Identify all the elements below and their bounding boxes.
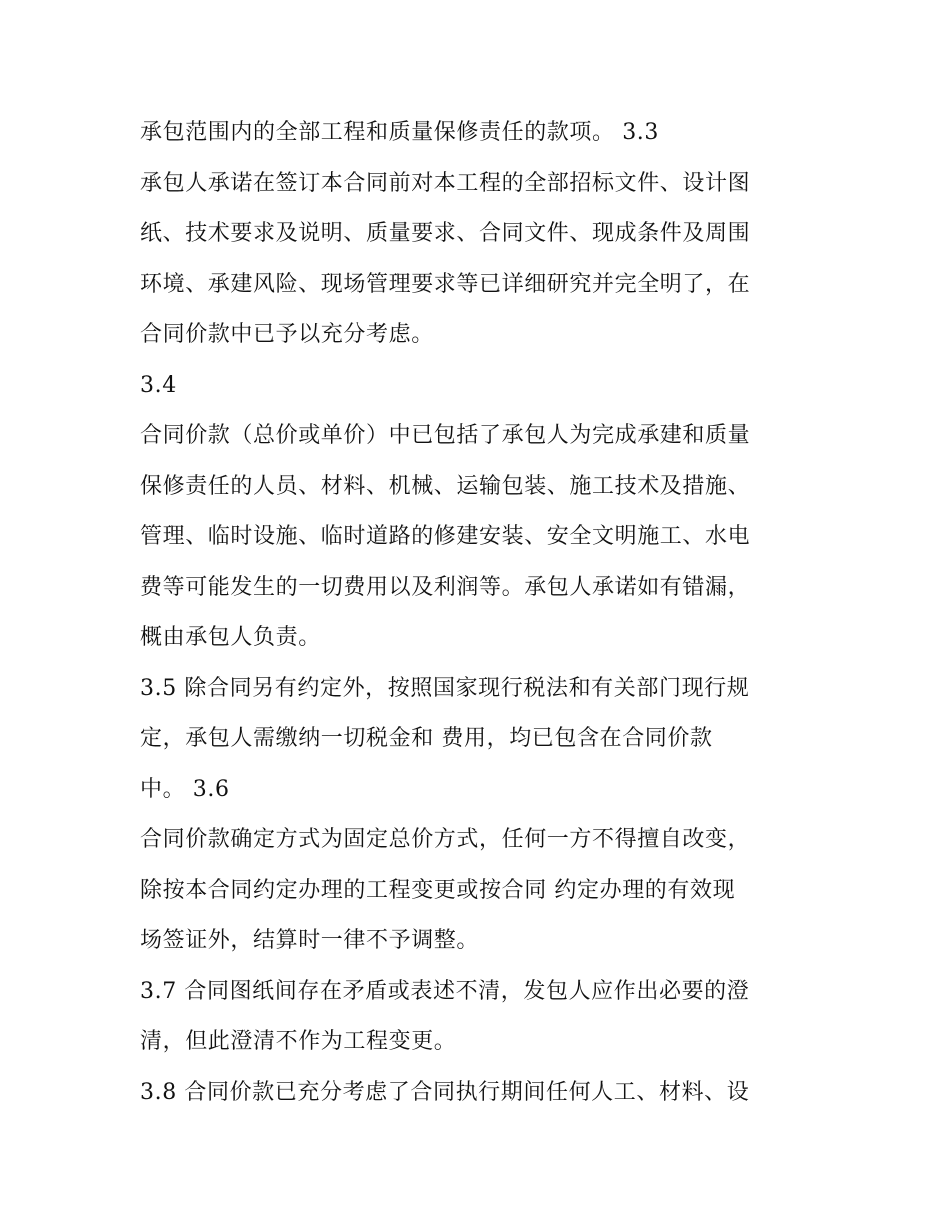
text-line: 合同价款确定方式为固定总价方式，任何一方不得擅自改变，	[140, 827, 751, 852]
text-line: 除按本合同约定办理的工程变更或按合同 约定办理的有效现	[140, 877, 736, 903]
section-number: 3.4	[140, 372, 177, 398]
text-line: 承包人承诺在签订本合同前对本工程的全部招标文件、设计图	[140, 170, 751, 196]
text-line: 3.5 除合同另有约定外，按照国家现行税法和有关部门现行规	[140, 675, 750, 701]
text-line: 中。 3.6	[140, 776, 230, 802]
contract-text-body	[140, 108, 840, 1118]
text-line: 概由承包人负责。	[140, 625, 321, 650]
text-line: 承包范围内的全部工程和质量保修责任的款项。 3.3	[140, 120, 659, 145]
text-line: 费等可能发生的一切费用以及利润等。承包人承诺如有错漏，	[140, 574, 751, 600]
text-line: 保修责任的人员、材料、机械、运输包装、施工技术及措施、	[140, 473, 751, 499]
text-line: 合同价款（总价或单价）中已包括了承包人为完成承建和质量	[140, 423, 751, 448]
text-line: 管理、临时设施、临时道路的修建安装、安全文明施工、水电	[140, 524, 751, 549]
text-line: 合同价款中已予以充分考虑。	[140, 322, 434, 347]
text-line: 清，但此澄清不作为工程变更。	[140, 1029, 457, 1054]
text-line: 3.7 合同图纸间存在矛盾或表述不清，发包人应作出必要的澄	[140, 978, 750, 1004]
text-line: 纸、技术要求及说明、质量要求、合同文件、现成条件及周围	[140, 221, 751, 246]
text-line: 环境、承建风险、现场管理要求等已详细研究并完全明了，在	[140, 271, 751, 297]
text-line: 3.8 合同价款已充分考虑了合同执行期间任何人工、材料、设	[140, 1079, 750, 1105]
text-line: 定，承包人需缴纳一切税金和 费用，均已包含在合同价款	[140, 726, 713, 751]
text-line: 场签证外，结算时一律不予调整。	[140, 928, 480, 953]
